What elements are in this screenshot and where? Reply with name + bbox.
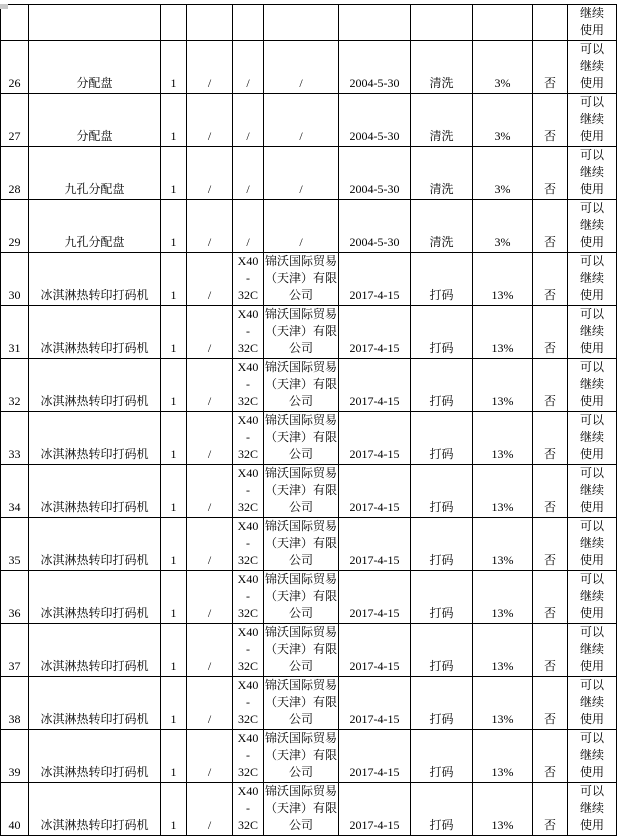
cell-serial-number: 40: [1, 783, 29, 836]
cell-supplier: 锦沃国际贸易 （天津）有限 公司: [264, 465, 339, 518]
cell-quantity: 1: [161, 730, 187, 783]
cell-item-name: 冰淇淋热转印打码机: [29, 412, 161, 465]
cell-rate: 13%: [473, 518, 533, 571]
cell-treatment: 打码: [411, 730, 473, 783]
cell-model: X40 - 32C: [233, 571, 264, 624]
cell-treatment: 打码: [411, 571, 473, 624]
cell-item-name: 冰淇淋热转印打码机: [29, 253, 161, 306]
cell-item-name: 冰淇淋热转印打码机: [29, 359, 161, 412]
cell-date: 2017-4-15: [339, 571, 411, 624]
cell-spec: /: [187, 253, 233, 306]
cell-model: X40 - 32C: [233, 783, 264, 836]
cell-serial-number: 28: [1, 147, 29, 200]
cell-supplier: 锦沃国际贸易 （天津）有限 公司: [264, 677, 339, 730]
screenshot-corner-artifact: [0, 4, 8, 9]
cell-verdict: 继续 使用: [568, 5, 617, 41]
cell-rate: 13%: [473, 730, 533, 783]
cell-date: 2004-5-30: [339, 94, 411, 147]
table-row: [1, 306, 617, 359]
cell-verdict: 可以 继续 使用: [568, 253, 617, 306]
cell-flag: 否: [533, 783, 568, 836]
cell-quantity: 1: [161, 359, 187, 412]
cell-quantity: 1: [161, 624, 187, 677]
table-row: [1, 200, 617, 253]
cell-verdict: 可以 继续 使用: [568, 624, 617, 677]
equipment-table: [0, 4, 617, 836]
cell-rate: 13%: [473, 359, 533, 412]
cell-supplier: 锦沃国际贸易 （天津）有限 公司: [264, 412, 339, 465]
cell-rate: 13%: [473, 677, 533, 730]
cell-quantity: 1: [161, 200, 187, 253]
cell-verdict: 可以 继续 使用: [568, 518, 617, 571]
cell-spec: /: [187, 359, 233, 412]
cell-model: /: [233, 147, 264, 200]
cell-model: /: [233, 94, 264, 147]
cell-serial-number: 35: [1, 518, 29, 571]
cell-rate: 13%: [473, 465, 533, 518]
cell-serial-number: 39: [1, 730, 29, 783]
cell-supplier: /: [264, 94, 339, 147]
cell-quantity: 1: [161, 253, 187, 306]
cell-quantity: 1: [161, 41, 187, 94]
cell-treatment: 打码: [411, 412, 473, 465]
cell-treatment: 清洗: [411, 147, 473, 200]
cell-flag: 否: [533, 518, 568, 571]
cell-supplier: 锦沃国际贸易 （天津）有限 公司: [264, 306, 339, 359]
cell-serial-number: 27: [1, 94, 29, 147]
cell-serial-number: 32: [1, 359, 29, 412]
cell-supplier: /: [264, 200, 339, 253]
cell-quantity: 1: [161, 518, 187, 571]
cell-model: /: [233, 200, 264, 253]
cell-serial-number: 37: [1, 624, 29, 677]
cell-rate: [473, 5, 533, 41]
cell-date: 2017-4-15: [339, 359, 411, 412]
cell-quantity: 1: [161, 147, 187, 200]
cell-treatment: 打码: [411, 306, 473, 359]
cell-spec: /: [187, 730, 233, 783]
cell-supplier: 锦沃国际贸易 （天津）有限 公司: [264, 571, 339, 624]
cell-treatment: 打码: [411, 465, 473, 518]
cell-flag: 否: [533, 730, 568, 783]
cell-treatment: 打码: [411, 253, 473, 306]
cell-verdict: 可以 继续 使用: [568, 412, 617, 465]
cell-item-name: [29, 5, 161, 41]
cell-date: 2004-5-30: [339, 41, 411, 94]
cell-supplier: 锦沃国际贸易 （天津）有限 公司: [264, 730, 339, 783]
cell-model: X40 - 32C: [233, 624, 264, 677]
table-row: [1, 783, 617, 836]
cell-flag: 否: [533, 624, 568, 677]
cell-supplier: 锦沃国际贸易 （天津）有限 公司: [264, 253, 339, 306]
table-body: [1, 5, 617, 836]
cell-flag: 否: [533, 41, 568, 94]
cell-spec: /: [187, 147, 233, 200]
cell-treatment: 打码: [411, 518, 473, 571]
cell-flag: 否: [533, 359, 568, 412]
cell-date: 2017-4-15: [339, 730, 411, 783]
cell-flag: 否: [533, 306, 568, 359]
table-row: [1, 677, 617, 730]
table-row: [1, 624, 617, 677]
cell-flag: 否: [533, 571, 568, 624]
table-row: [1, 94, 617, 147]
cell-verdict: 可以 继续 使用: [568, 730, 617, 783]
cell-item-name: 分配盘: [29, 41, 161, 94]
cell-date: 2017-4-15: [339, 412, 411, 465]
cell-spec: /: [187, 624, 233, 677]
cell-item-name: 冰淇淋热转印打码机: [29, 518, 161, 571]
cell-supplier: [264, 5, 339, 41]
cell-date: 2017-4-15: [339, 253, 411, 306]
table-row: [1, 518, 617, 571]
cell-serial-number: 36: [1, 571, 29, 624]
table-row: [1, 412, 617, 465]
cell-item-name: 九孔分配盘: [29, 200, 161, 253]
cell-serial-number: 29: [1, 200, 29, 253]
table-row: [1, 730, 617, 783]
cell-verdict: 可以 继续 使用: [568, 41, 617, 94]
cell-flag: [533, 5, 568, 41]
cell-model: X40 - 32C: [233, 677, 264, 730]
cell-rate: 13%: [473, 783, 533, 836]
cell-treatment: 清洗: [411, 41, 473, 94]
cell-serial-number: 31: [1, 306, 29, 359]
cell-treatment: 打码: [411, 624, 473, 677]
table-row: [1, 253, 617, 306]
cell-item-name: 冰淇淋热转印打码机: [29, 783, 161, 836]
cell-spec: /: [187, 412, 233, 465]
cell-rate: 3%: [473, 200, 533, 253]
cell-model: /: [233, 41, 264, 94]
cell-item-name: 九孔分配盘: [29, 147, 161, 200]
cell-treatment: 打码: [411, 359, 473, 412]
cell-supplier: 锦沃国际贸易 （天津）有限 公司: [264, 783, 339, 836]
cell-supplier: 锦沃国际贸易 （天津）有限 公司: [264, 518, 339, 571]
cell-verdict: 可以 继续 使用: [568, 359, 617, 412]
cell-model: X40 - 32C: [233, 359, 264, 412]
cell-item-name: 冰淇淋热转印打码机: [29, 465, 161, 518]
cell-model: X40 - 32C: [233, 412, 264, 465]
cell-supplier: /: [264, 41, 339, 94]
cell-treatment: 打码: [411, 783, 473, 836]
table-row: [1, 571, 617, 624]
cell-flag: 否: [533, 677, 568, 730]
cell-verdict: 可以 继续 使用: [568, 677, 617, 730]
cell-model: X40 - 32C: [233, 518, 264, 571]
cell-rate: 13%: [473, 253, 533, 306]
cell-rate: 13%: [473, 412, 533, 465]
cell-verdict: 可以 继续 使用: [568, 306, 617, 359]
cell-verdict: 可以 继续 使用: [568, 200, 617, 253]
cell-verdict: 可以 继续 使用: [568, 94, 617, 147]
cell-rate: 13%: [473, 571, 533, 624]
cell-quantity: 1: [161, 94, 187, 147]
cell-date: 2017-4-15: [339, 624, 411, 677]
cell-supplier: 锦沃国际贸易 （天津）有限 公司: [264, 624, 339, 677]
cell-spec: /: [187, 571, 233, 624]
cell-rate: 13%: [473, 624, 533, 677]
cell-spec: [187, 5, 233, 41]
cell-item-name: 冰淇淋热转印打码机: [29, 624, 161, 677]
cell-flag: 否: [533, 147, 568, 200]
cell-model: X40 - 32C: [233, 730, 264, 783]
cell-verdict: 可以 继续 使用: [568, 147, 617, 200]
cell-rate: 3%: [473, 94, 533, 147]
cell-quantity: 1: [161, 465, 187, 518]
table-row: [1, 465, 617, 518]
cell-model: X40 - 32C: [233, 465, 264, 518]
cell-flag: 否: [533, 465, 568, 518]
cell-rate: 13%: [473, 306, 533, 359]
cell-date: 2017-4-15: [339, 518, 411, 571]
cell-rate: 3%: [473, 41, 533, 94]
cell-spec: /: [187, 677, 233, 730]
cell-date: 2017-4-15: [339, 465, 411, 518]
cell-spec: /: [187, 783, 233, 836]
cell-treatment: 打码: [411, 677, 473, 730]
table-row: [1, 5, 617, 41]
cell-spec: /: [187, 94, 233, 147]
cell-supplier: 锦沃国际贸易 （天津）有限 公司: [264, 359, 339, 412]
cell-spec: /: [187, 465, 233, 518]
cell-quantity: 1: [161, 571, 187, 624]
cell-flag: 否: [533, 200, 568, 253]
cell-model: [233, 5, 264, 41]
cell-serial-number: 38: [1, 677, 29, 730]
cell-flag: 否: [533, 253, 568, 306]
cell-spec: /: [187, 518, 233, 571]
cell-item-name: 冰淇淋热转印打码机: [29, 677, 161, 730]
cell-serial-number: 30: [1, 253, 29, 306]
cell-date: 2017-4-15: [339, 677, 411, 730]
cell-quantity: 1: [161, 412, 187, 465]
cell-verdict: 可以 继续 使用: [568, 783, 617, 836]
cell-item-name: 冰淇淋热转印打码机: [29, 571, 161, 624]
table-row: [1, 147, 617, 200]
cell-serial-number: 33: [1, 412, 29, 465]
cell-verdict: 可以 继续 使用: [568, 571, 617, 624]
cell-verdict: 可以 继续 使用: [568, 465, 617, 518]
cell-date: 2017-4-15: [339, 306, 411, 359]
cell-serial-number: 34: [1, 465, 29, 518]
cell-treatment: 清洗: [411, 200, 473, 253]
cell-date: 2017-4-15: [339, 783, 411, 836]
cell-spec: /: [187, 41, 233, 94]
cell-date: 2004-5-30: [339, 200, 411, 253]
cell-supplier: /: [264, 147, 339, 200]
cell-treatment: [411, 5, 473, 41]
cell-quantity: 1: [161, 783, 187, 836]
cell-flag: 否: [533, 94, 568, 147]
cell-item-name: 分配盘: [29, 94, 161, 147]
cell-date: 2004-5-30: [339, 147, 411, 200]
cell-model: X40 - 32C: [233, 306, 264, 359]
cell-rate: 3%: [473, 147, 533, 200]
cell-serial-number: [1, 5, 29, 41]
cell-model: X40 - 32C: [233, 253, 264, 306]
table-row: [1, 41, 617, 94]
cell-quantity: 1: [161, 677, 187, 730]
cell-spec: /: [187, 306, 233, 359]
cell-quantity: [161, 5, 187, 41]
cell-item-name: 冰淇淋热转印打码机: [29, 306, 161, 359]
cell-quantity: 1: [161, 306, 187, 359]
cell-flag: 否: [533, 412, 568, 465]
cell-date: [339, 5, 411, 41]
cell-spec: /: [187, 200, 233, 253]
cell-item-name: 冰淇淋热转印打码机: [29, 730, 161, 783]
table-row: [1, 359, 617, 412]
cell-serial-number: 26: [1, 41, 29, 94]
cell-treatment: 清洗: [411, 94, 473, 147]
